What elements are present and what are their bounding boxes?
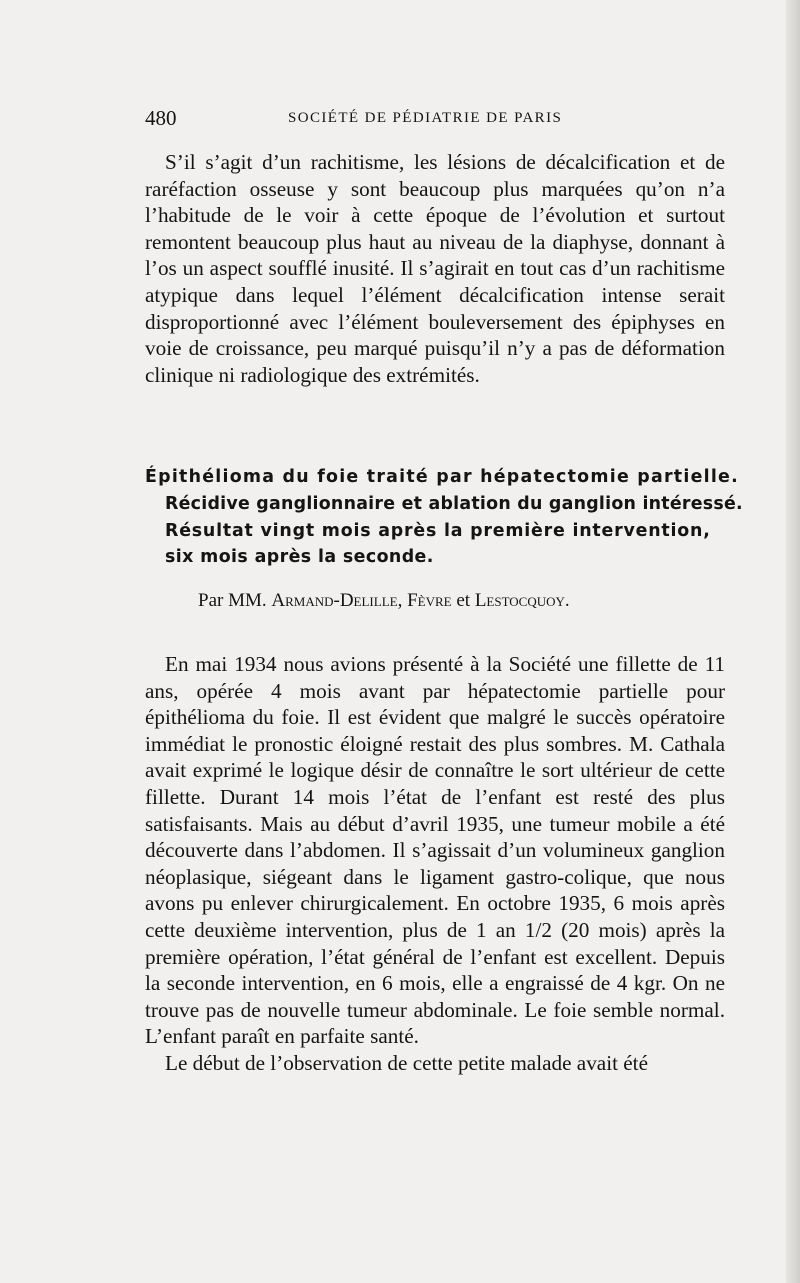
article-title-line: Récidive ganglionnaire et ablation du ganglion intéressé. [165, 493, 743, 514]
article-title [145, 464, 743, 571]
running-header [145, 106, 725, 136]
author-name: Armand-Delille [271, 590, 398, 611]
running-title: SOCIÉTÉ DE PÉDIATRIE DE PARIS [288, 110, 563, 126]
article-title-line: Épithélioma du foie traité par hépatectomie partielle. [145, 467, 739, 487]
intro-paragraph: S’il s’agit d’un rachitisme, les lésions de décalcification et de raréfaction osseuse y sont beaucoup plus marquées qu’on n’a l’habitude de le voir à cette époque de l’évolution et surtout remontent beaucoup plus haut au niveau de la diaphyse, donnant à l’os un aspect soufflé inusité. Il s’agirait en tout cas d’un rachitisme atypique dans lequel l’élément décalcification intense serait disproportionné avec l’élément bouleversement des épiphyses en voie de croissance, peu marqué puisqu’il n’y a pas de déformation clinique ni radiologique des extrémités. [145, 150, 725, 387]
article-title-line: six mois après la seconde. [165, 547, 434, 568]
authors-conjunction: et [456, 590, 471, 611]
page-edge-shadow [786, 0, 800, 1283]
body-paragraph: En mai 1934 nous avions présenté à la Société une fillette de 11 ans, opérée 4 mois avant par hépatectomie partielle pour épithélioma du foie. Il est évident que malgré le succès opératoire immédiat le pronostic éloigné restait des plus sombres. M. Cathala avait exprimé le logique désir de connaître le sort ultérieur de cette fillette. Durant 14 mois l’état de l’enfant est resté des plus satisfaisants. Mais au début d’avril 1935, une tumeur mobile a été découverte dans l’abdomen. Il s’agissait d’un volumineux ganglion néoplasique, siégeant dans le ligament gastro-colique, que nous avons pu enlever chirurgicalement. En octobre 1935, 6 mois après cette deuxième intervention, plus de 1 an 1/2 (20 mois) après la première opération, l’état général de l’enfant est excellent. Depuis la seconde intervention, en 6 mois, elle a engraissé de 4 kgr. On ne trouve pas de nouvelle tumeur abdominale. Le foie semble normal. L’enfant paraît en parfaite santé. [145, 652, 725, 1049]
author-separator: , [397, 590, 403, 611]
author-name: Lestocquoy [474, 590, 565, 611]
authors-prefix: Par MM. [198, 590, 267, 611]
author-name: Fèvre [407, 590, 452, 611]
authors-end: . [564, 590, 570, 611]
intro-section [145, 149, 725, 388]
body-paragraph: Le début de l’observation de cette petite malade avait été [165, 1050, 648, 1075]
page-number: 480 [145, 106, 177, 130]
article-title-line: Résultat vingt mois après la première intervention, [165, 520, 711, 541]
article-authors [198, 590, 570, 612]
article-body [145, 651, 725, 1077]
